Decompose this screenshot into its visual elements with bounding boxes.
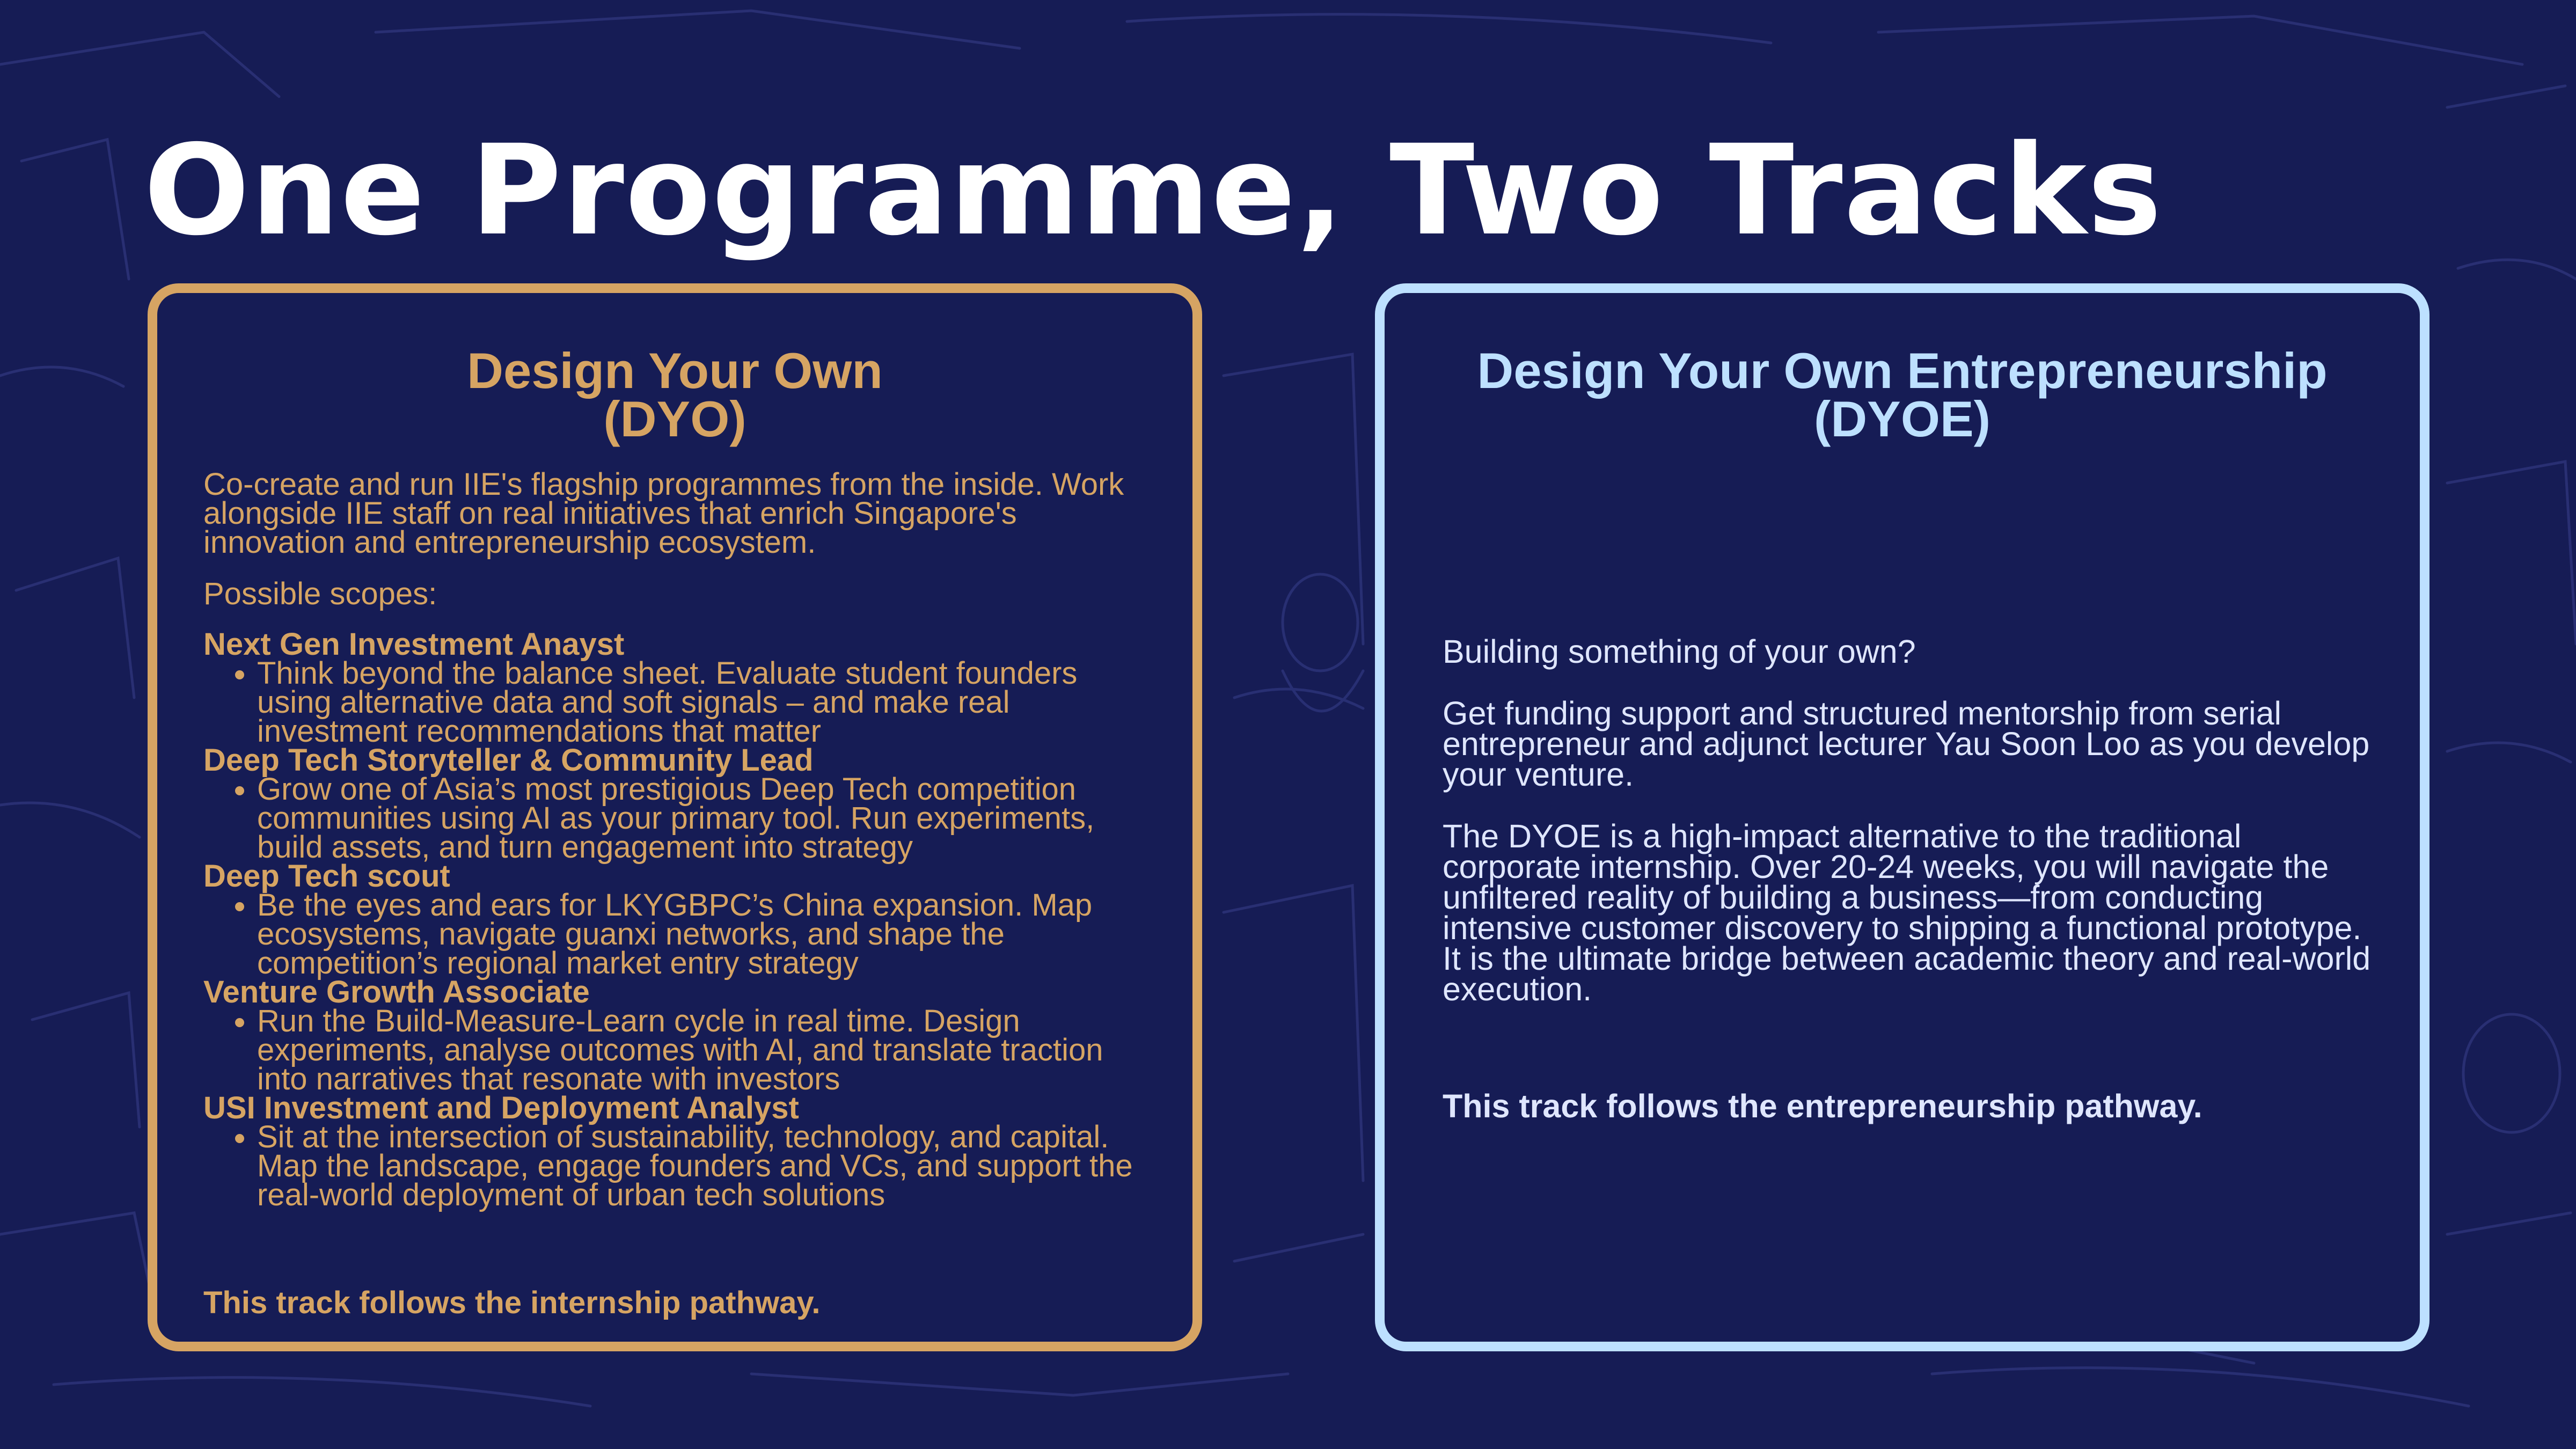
dyo-intro: Co-create and run IIE's flagship programmes from the inside. Work alongside IIE staff on real initiatives that enrich Singapore's innovation and entrepreneurship ecosystem. [203,467,1124,560]
scope-detail: • Grow one of Asia’s most prestigious Deep Tech competition communities using AI as your primary tool. Run experiments, build assets, and turn engagement into strategy [257,775,1155,862]
scope-list [203,888,1155,980]
dyoe-card-title [1385,342,2420,447]
scope-list [203,772,1155,865]
scope-list [203,1004,1155,1096]
scope-detail: • Be the eyes and ears for LKYGBPC’s China expansion. Map ecosystems, navigate guanxi networks, and shape the competition’s regional market entry strategy [257,891,1155,978]
dyo-title-line2: (DYO) [603,391,747,447]
dyoe-track-card [1375,283,2429,1351]
dyoe-question: Building something of your own? [1443,633,1916,670]
scope-detail: • Sit at the intersection of sustainability, technology, and capital. Map the landscape, engage founders and VCs, and support the real-world deployment of urban tech solutions [257,1123,1155,1210]
scope-list [203,1119,1155,1212]
scope-detail: • Run the Build-Measure-Learn cycle in real time. Design experiments, analyse outcomes with AI, and translate traction into narratives that resonate with investors [257,1007,1155,1094]
dyoe-body [1443,633,2377,1007]
scope-detail: • Think beyond the balance sheet. Evaluate student founders using alternative data and soft signals – and make real investment recommendations that matter [257,659,1155,746]
scope-title: USI Investment and Deployment Analyst [203,1091,799,1125]
dyo-scopes-label: Possible scopes: [203,576,437,611]
dyo-card-title [157,342,1192,447]
dyo-track-card [148,283,1202,1351]
page-title: One Programme, Two Tracks [144,118,2163,263]
dyoe-paragraph-1: Get funding support and structured mentorship from serial entrepreneur and adjunct lecturer Yau Soon Loo as you develop your venture. [1443,695,2370,793]
scope-title: Deep Tech Storyteller & Community Lead [203,743,814,778]
dyo-body [203,467,1155,1212]
dyoe-title-line1: Design Your Own Entrepreneurship [1477,342,2328,399]
scope-title: Next Gen Investment Anayst [203,627,625,662]
dyo-title-line1: Design Your Own [467,342,883,399]
scope-title: Venture Growth Associate [203,975,590,1009]
dyoe-title-line2: (DYOE) [1814,391,1990,447]
dyo-pathway-note: This track follows the internship pathway. [203,1285,821,1320]
scope-title: Deep Tech scout [203,859,450,894]
scope-list [203,656,1155,749]
dyoe-pathway-note: This track follows the entrepreneurship pathway. [1443,1088,2202,1124]
dyoe-paragraph-2: The DYOE is a high-impact alternative to the traditional corporate internship. Over 20-24 weeks, you will navigate the unfiltered reality of building a business—from conducting intensive customer discovery to shipping a functional prototype. It is the ultimate bridge between academic theory and real-world execution. [1443,818,2371,1007]
